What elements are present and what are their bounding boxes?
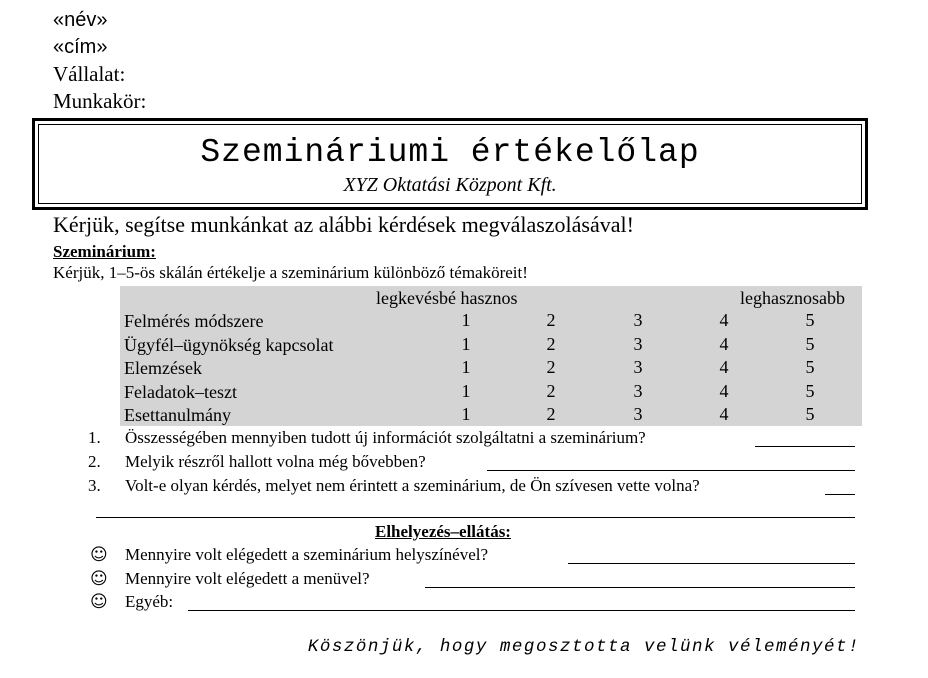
address-field: «cím» — [53, 36, 108, 58]
topic-label: Ügyfél–ügynökség kapcsolat — [124, 334, 334, 355]
rating-option[interactable]: 4 — [719, 310, 729, 330]
rating-option[interactable]: 1 — [461, 380, 471, 401]
rating-option[interactable]: 4 — [719, 404, 729, 424]
rating-option[interactable]: 5 — [805, 357, 815, 377]
rating-option[interactable]: 5 — [805, 404, 815, 424]
rating-option[interactable]: 2 — [546, 333, 556, 354]
smiley-icon: ☺ — [90, 592, 108, 612]
topic-label: Esettanulmány — [124, 405, 231, 425]
smiley-icon: ☺ — [90, 545, 108, 565]
answer-line[interactable] — [825, 494, 855, 495]
rating-option[interactable]: 3 — [633, 380, 643, 401]
rating-option[interactable]: 4 — [719, 357, 729, 377]
rating-option[interactable]: 3 — [633, 357, 643, 377]
topic-label: Felmérés módszere — [124, 311, 264, 331]
lodging-question: Mennyire volt elégedett a szeminárium helyszínével? — [125, 545, 489, 564]
rating-option[interactable]: 2 — [546, 380, 556, 401]
rating-option[interactable]: 2 — [546, 404, 556, 424]
company-label: Vállalat: — [53, 62, 126, 86]
rating-option[interactable]: 1 — [461, 333, 471, 354]
topic-label: Feladatok–teszt — [124, 381, 237, 402]
lodging-question: Mennyire volt elégedett a menüvel? — [125, 569, 370, 588]
seminar-instruction: Kérjük, 1–5-ös skálán értékelje a szeminárium különböző témaköreit! — [53, 263, 528, 282]
rating-option[interactable]: 3 — [633, 333, 643, 354]
rating-option[interactable]: 1 — [461, 357, 471, 377]
answer-line[interactable] — [755, 446, 855, 447]
rating-option[interactable]: 4 — [719, 380, 729, 401]
rating-table — [120, 286, 862, 426]
thanks-text: Köszönjük, hogy megosztotta velünk véleményét! — [307, 637, 860, 657]
rating-option[interactable]: 2 — [546, 310, 556, 330]
rating-option[interactable]: 3 — [633, 404, 643, 424]
rating-option[interactable]: 1 — [461, 310, 471, 330]
scale-high-label: leghasznosabb — [740, 288, 845, 308]
rating-option[interactable]: 4 — [719, 333, 729, 354]
position-label: Munkakör: — [53, 89, 147, 113]
name-field: «név» — [53, 9, 108, 31]
rating-option[interactable]: 5 — [805, 333, 815, 354]
rating-option[interactable]: 3 — [633, 310, 643, 330]
answer-line[interactable] — [425, 587, 855, 588]
question-text: Volt-e olyan kérdés, melyet nem érintett a szeminárium, de Ön szívesen vette volna? — [125, 476, 700, 495]
question-number: 3. — [88, 476, 101, 495]
seminar-heading: Szeminárium: — [53, 242, 156, 261]
lodging-question: Egyéb: — [125, 592, 174, 611]
lodging-heading: Elhelyezés–ellátás: — [375, 522, 511, 541]
question-number: 2. — [88, 452, 101, 471]
page-title: Szemináriumi értékelőlap — [200, 134, 700, 171]
answer-line[interactable] — [96, 517, 855, 518]
question-text: Melyik részről hallott volna még bővebben? — [125, 452, 426, 471]
title-box — [32, 118, 868, 210]
rating-option[interactable]: 2 — [546, 357, 556, 377]
question-text: Összességében mennyiben tudott új információt szolgáltatni a szeminárium? — [125, 428, 646, 447]
scale-low-label: legkevésbé hasznos — [376, 288, 518, 308]
topic-label: Elemzések — [124, 358, 202, 378]
answer-line[interactable] — [568, 563, 855, 564]
intro-text: Kérjük, segítse munkánkat az alábbi kérdések megválaszolásával! — [53, 212, 634, 237]
rating-option[interactable]: 5 — [805, 310, 815, 330]
page-subtitle: XYZ Oktatási Központ Kft. — [343, 174, 557, 196]
answer-line[interactable] — [188, 610, 855, 611]
answer-line[interactable] — [487, 470, 855, 471]
question-number: 1. — [88, 428, 101, 447]
rating-option[interactable]: 5 — [805, 380, 815, 401]
rating-option[interactable]: 1 — [461, 404, 471, 424]
smiley-icon: ☺ — [90, 569, 108, 589]
